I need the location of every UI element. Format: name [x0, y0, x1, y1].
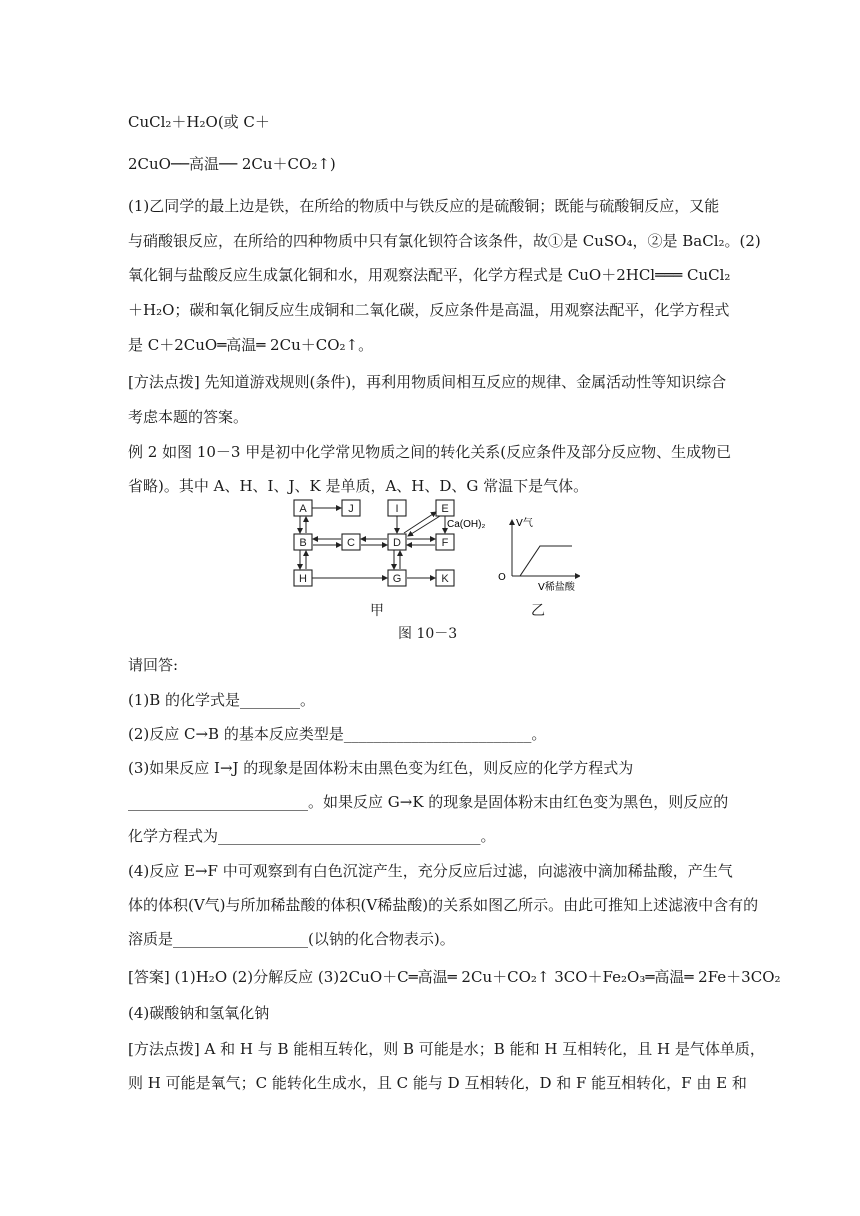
label-yi: 乙	[531, 603, 545, 619]
node-f: F	[441, 537, 449, 549]
text-line: 请回答:	[128, 656, 179, 674]
graph-y-label: V气	[516, 518, 533, 529]
reagent-label: Ca(OH)₂	[447, 519, 486, 530]
text-line: [方法点拨] A 和 H 与 B 能相互转化，则 B 可能是水；B 能和 H 互相转化，且 H 是气体单质，	[128, 1040, 765, 1058]
figure-caption: 图 10－3	[398, 626, 458, 642]
graph-line	[520, 546, 572, 576]
arrow-e-d	[408, 516, 440, 536]
node-c: C	[347, 537, 355, 549]
conversion-diagram	[290, 496, 580, 616]
text-line: [方法点拨] 先知道游戏规则(条件)，再利用物质间相互反应的规律、金属活动性等知识综合	[128, 373, 727, 391]
node-g: G	[392, 573, 402, 585]
label-jia: 甲	[370, 603, 384, 619]
text-line: 与硝酸银反应，在所给的四种物质中只有氯化钡符合该条件，故①是 CuSO₄，②是 BaCl₂。(2)	[128, 232, 761, 250]
node-d: D	[393, 537, 401, 549]
arrow-d-e	[404, 512, 436, 533]
node-b: B	[299, 537, 307, 549]
text-line: ________________________。如果反应 G→K 的现象是固体粉末由红色变为黑色，则反应的	[128, 793, 729, 811]
text-line: (1)B 的化学式是________。	[128, 691, 316, 709]
text-line: CuCl₂＋H₂O(或 C＋	[128, 113, 270, 131]
text-line: 化学方程式为___________________________________。	[128, 827, 496, 845]
text-line: (3)如果反应 I→J 的现象是固体粉末由黑色变为红色，则反应的化学方程式为	[128, 759, 634, 777]
text-line: 是 C＋2CuO═高温═ 2Cu＋CO₂↑。	[128, 336, 374, 354]
node-j: J	[348, 503, 354, 515]
text-line: 考虑本题的答案。	[128, 408, 249, 426]
node-e: E	[441, 503, 449, 515]
node-i: I	[395, 503, 399, 515]
text-line: (1)乙同学的最上边是铁，在所给的物质中与铁反应的是硫酸铜；既能与硫酸铜反应，又能	[128, 197, 720, 215]
text-line: ＋H₂O；碳和氧化铜反应生成铜和二氧化碳，反应条件是高温，用观察法配平，化学方程式	[128, 301, 730, 319]
text-line: 体的体积(V气)与所加稀盐酸的体积(V稀盐酸)的关系如图乙所示。由此可推知上述滤液中含有的	[128, 896, 759, 914]
text-line: [答案] (1)H₂O (2)分解反应 (3)2CuO＋C═高温═ 2Cu＋CO₂↑ 3CO＋Fe₂O₃═高温═ 2Fe＋3CO₂	[128, 968, 781, 986]
graph-origin: O	[498, 572, 506, 583]
text-line: 氧化铜与盐酸反应生成氯化铜和水，用观察法配平，化学方程式是 CuO＋2HCl═══ CuCl₂	[128, 266, 731, 284]
node-k: K	[441, 573, 449, 585]
text-line: 溶质是__________________(以钠的化合物表示)。	[128, 930, 455, 948]
text-line: (2)反应 C→B 的基本反应类型是_________________________。	[128, 725, 547, 743]
text-line: 2CuO──高温── 2Cu＋CO₂↑)	[128, 155, 336, 173]
text-line: 省略)。其中 A、H、I、J、K 是单质，A、H、D、G 常温下是气体。	[128, 477, 589, 495]
text-line: (4)反应 E→F 中可观察到有白色沉淀产生，充分反应后过滤，向滤液中滴加稀盐酸，产生气	[128, 862, 733, 880]
text-line: 则 H 可能是氧气；C 能转化生成水，且 C 能与 D 互相转化，D 和 F 能互相转化，F 由 E 和	[128, 1074, 747, 1092]
text-line: 例 2 如图 10－3 甲是初中化学常见物质之间的转化关系(反应条件及部分反应物、生成物已	[128, 443, 732, 461]
node-h: H	[299, 573, 307, 585]
node-a: A	[299, 503, 307, 515]
graph-x-label: V稀盐酸	[538, 582, 575, 593]
text-line: (4)碳酸钠和氢氧化钠	[128, 1004, 270, 1022]
